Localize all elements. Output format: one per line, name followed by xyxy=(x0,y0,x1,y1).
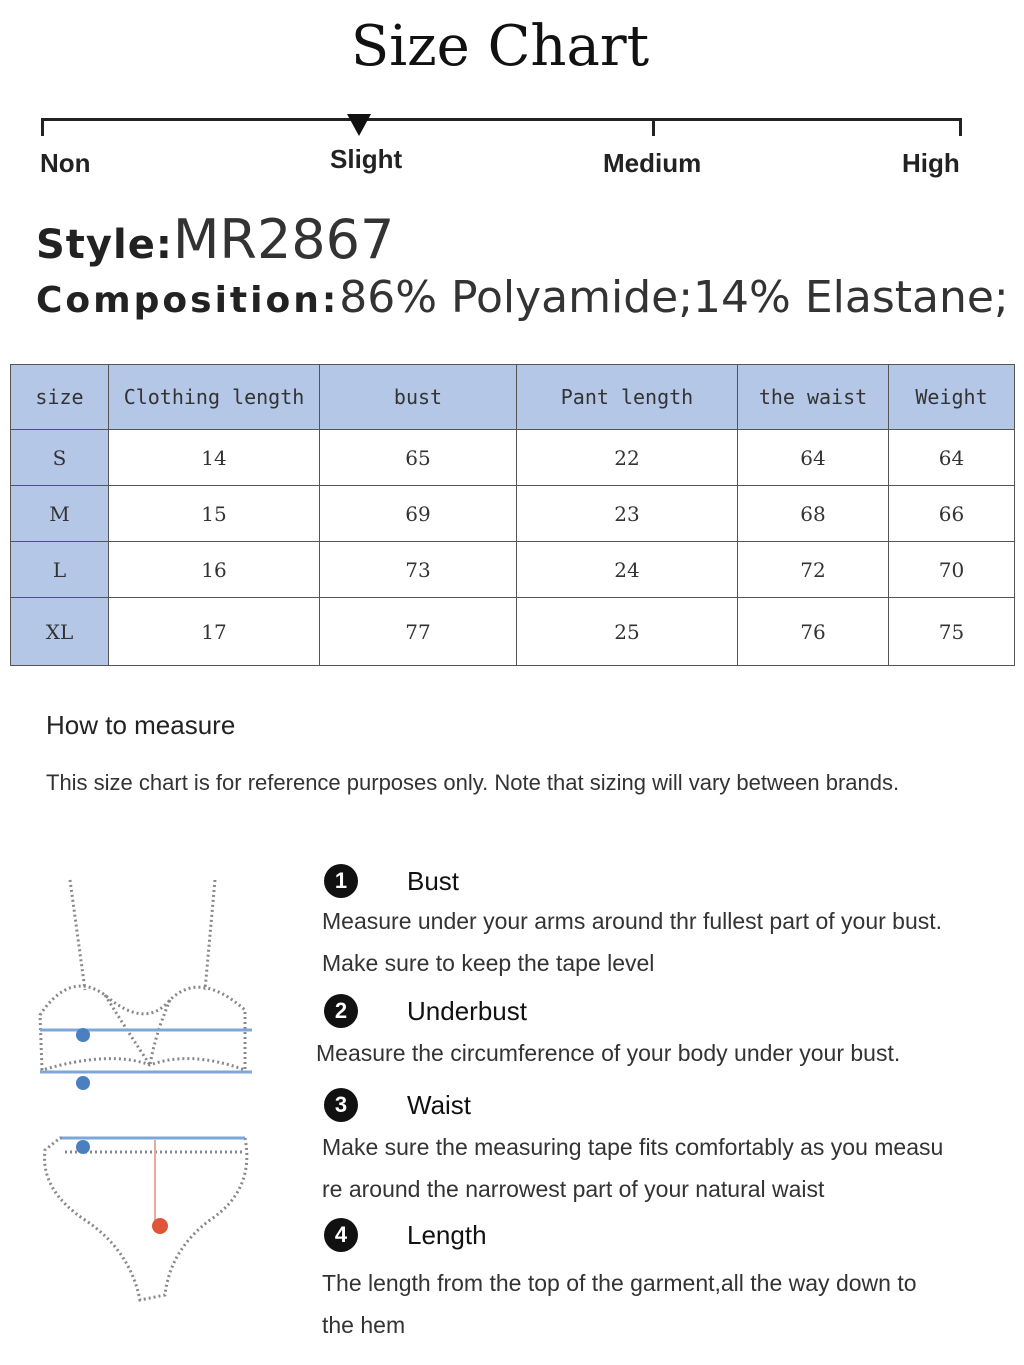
composition-value: 86% Polyamide;14% Elastane; xyxy=(339,272,1009,323)
scale-tick xyxy=(652,118,655,136)
table-cell: 65 xyxy=(320,430,517,486)
step-4-badge: 4 xyxy=(324,1218,358,1252)
table-cell: 24 xyxy=(517,542,738,598)
table-cell: 69 xyxy=(320,486,517,542)
composition-row xyxy=(36,272,1009,323)
stretch-marker-icon xyxy=(347,114,371,136)
column-header-clothing-length: Clothing length xyxy=(109,365,320,430)
step-4-text xyxy=(322,1262,982,1346)
step-4-line-1: The length from the top of the garment,all the way down to xyxy=(322,1270,917,1296)
step-1-line-1: Measure under your arms around thr fullest part of your bust. xyxy=(322,908,943,934)
scale-label-non: Non xyxy=(40,148,91,178)
step-2-badge: 2 xyxy=(324,994,358,1028)
marker-bust xyxy=(76,1028,90,1042)
step-3-line-1: Make sure the measuring tape fits comfortably as you measu xyxy=(322,1134,944,1160)
column-header-pant-length: Pant length xyxy=(517,365,738,430)
marker-underbust xyxy=(76,1076,90,1090)
scale-tick xyxy=(41,118,44,136)
step-4-line-2: the hem xyxy=(322,1312,406,1338)
scale-tick xyxy=(959,118,962,136)
column-header-waist: the waist xyxy=(738,365,889,430)
style-label: Style: xyxy=(36,222,173,268)
step-3-line-2: re around the narrowest part of your natural waist xyxy=(322,1176,825,1202)
table-row xyxy=(11,542,1015,598)
table-cell: S xyxy=(11,430,109,486)
how-to-measure-heading: How to measure xyxy=(46,710,236,740)
table-row xyxy=(11,598,1015,666)
style-value: MR2867 xyxy=(172,208,395,271)
style-row xyxy=(36,208,394,271)
table-cell: 22 xyxy=(517,430,738,486)
table-cell: XL xyxy=(11,598,109,666)
step-3-text xyxy=(322,1126,982,1210)
table-cell: 70 xyxy=(889,542,1015,598)
step-1-text xyxy=(322,900,982,984)
step-1-title: Bust xyxy=(407,866,460,896)
table-header-row xyxy=(11,365,1015,430)
table-cell: 23 xyxy=(517,486,738,542)
table-cell: 14 xyxy=(109,430,320,486)
table-cell: 76 xyxy=(738,598,889,666)
column-header-size: size xyxy=(11,365,109,430)
table-cell: 73 xyxy=(320,542,517,598)
table-cell: 66 xyxy=(889,486,1015,542)
column-header-bust: bust xyxy=(320,365,517,430)
table-cell: 72 xyxy=(738,542,889,598)
step-2-text xyxy=(316,1032,976,1074)
table-cell: 75 xyxy=(889,598,1015,666)
table-cell: 25 xyxy=(517,598,738,666)
step-3-badge: 3 xyxy=(324,1088,358,1122)
step-1-badge: 1 xyxy=(324,864,358,898)
step-4-title: Length xyxy=(407,1220,487,1250)
reference-note: This size chart is for reference purposes only. Note that sizing will vary between brands. xyxy=(46,770,900,795)
stretch-scale-line xyxy=(42,118,962,121)
marker-length xyxy=(152,1218,168,1234)
step-1-line-2: Make sure to keep the tape level xyxy=(322,950,655,976)
scale-label-high: High xyxy=(902,148,960,178)
step-3-title: Waist xyxy=(407,1090,472,1120)
step-2-title: Underbust xyxy=(407,996,527,1026)
table-row xyxy=(11,486,1015,542)
table-cell: 15 xyxy=(109,486,320,542)
table-cell: M xyxy=(11,486,109,542)
composition-label: Composition: xyxy=(36,280,340,321)
table-cell: 68 xyxy=(738,486,889,542)
size-table xyxy=(10,364,1015,666)
bikini-bottom-diagram-icon xyxy=(45,1138,247,1300)
marker-waist xyxy=(76,1140,90,1154)
table-cell: 17 xyxy=(109,598,320,666)
table-cell: 16 xyxy=(109,542,320,598)
column-header-weight: Weight xyxy=(889,365,1015,430)
table-cell: L xyxy=(11,542,109,598)
page-title: Size Chart xyxy=(350,14,650,79)
step-2-line-1: Measure the circumference of your body under your bust. xyxy=(316,1040,901,1066)
table-cell: 64 xyxy=(889,430,1015,486)
table-row xyxy=(11,430,1015,486)
bikini-top-diagram-icon xyxy=(40,880,245,1070)
scale-label-medium: Medium xyxy=(603,148,702,178)
scale-label-slight: Slight xyxy=(330,144,403,174)
garment-diagram xyxy=(30,870,270,1310)
table-cell: 64 xyxy=(738,430,889,486)
table-cell: 77 xyxy=(320,598,517,666)
